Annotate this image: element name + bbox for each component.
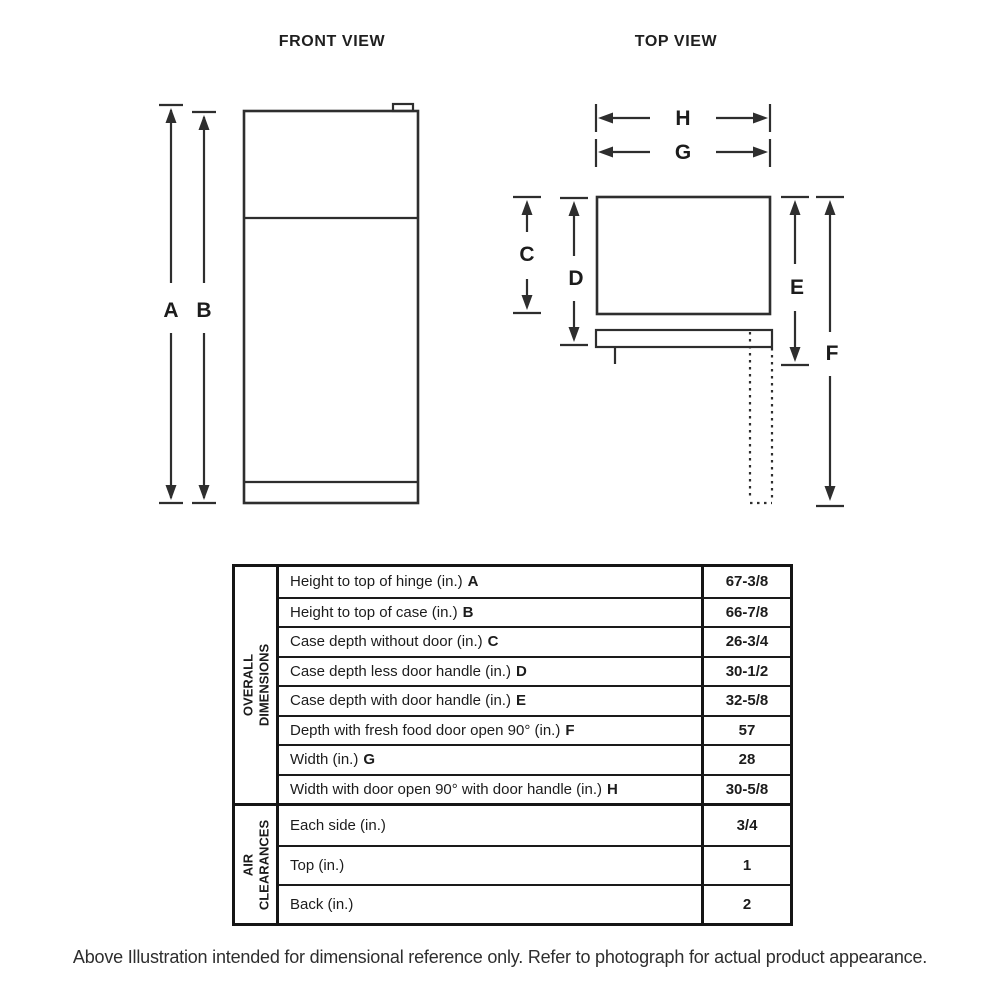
overall-dimensions-section <box>235 567 790 803</box>
dim-label-a: A <box>163 299 179 322</box>
desc-text: Width with door open 90° with door handle (in.) <box>290 780 603 798</box>
desc-text: Top (in.) <box>290 857 345 874</box>
section-label-line: DIMENSIONS <box>255 643 271 727</box>
row-value: 2 <box>701 886 790 923</box>
row-description <box>279 886 701 923</box>
desc-text: Height to top of case (in.) <box>290 603 458 621</box>
desc-text: Case depth without door (in.) <box>290 633 483 651</box>
row-value: 32-5/8 <box>701 687 790 715</box>
row-value: 30-5/8 <box>701 776 790 804</box>
row-value: 57 <box>701 717 790 745</box>
table-row <box>279 806 790 845</box>
dim-key: C <box>487 633 499 651</box>
top-view-title: TOP VIEW <box>634 33 718 50</box>
section-label-line: OVERALL <box>239 653 255 717</box>
fridge-outline <box>244 111 418 503</box>
table-row <box>279 845 790 884</box>
table-row <box>279 597 790 627</box>
door-slab <box>596 330 772 347</box>
row-value: 26-3/4 <box>701 628 790 656</box>
dim-key: B <box>462 603 474 621</box>
table-row <box>279 715 790 745</box>
row-description <box>279 746 701 774</box>
table-row <box>279 626 790 656</box>
section-label-line: AIR <box>239 853 255 876</box>
row-description <box>279 687 701 715</box>
overall-dimensions-rows <box>279 567 790 803</box>
overall-dimensions-label-cell <box>235 567 279 803</box>
air-clearances-rows <box>279 806 790 923</box>
row-description <box>279 717 701 745</box>
overall-dimensions-label <box>240 644 271 726</box>
hinge-tab <box>393 104 413 111</box>
dim-key: A <box>467 573 479 591</box>
table-row <box>279 685 790 715</box>
section-label-line: CLEARANCES <box>255 819 271 910</box>
desc-text: Back (in.) <box>290 896 354 913</box>
dim-label-h: H <box>675 107 691 130</box>
dim-label-c: C <box>519 243 535 266</box>
air-clearances-label-cell <box>235 806 279 923</box>
desc-text: Case depth less door handle (in.) <box>290 662 511 680</box>
dim-key: D <box>515 662 527 680</box>
air-clearances-section <box>235 803 790 923</box>
row-value: 67-3/8 <box>701 567 790 597</box>
table-row <box>279 656 790 686</box>
row-value: 3/4 <box>701 806 790 845</box>
dim-key: E <box>515 692 526 710</box>
door-open-dashed-outline <box>750 332 772 503</box>
table-row <box>279 884 790 923</box>
dim-key: H <box>607 780 618 798</box>
desc-text: Depth with fresh food door open 90° (in.) <box>290 721 561 739</box>
desc-text: Case depth with door handle (in.) <box>290 692 511 710</box>
dim-label-f: F <box>825 342 839 365</box>
dim-label-b: B <box>196 299 212 322</box>
row-description <box>279 776 701 804</box>
row-description <box>279 567 701 597</box>
dim-label-g: G <box>674 141 692 164</box>
row-description <box>279 847 701 884</box>
disclaimer-note: Above Illustration intended for dimensional reference only. Refer to photograph for actual product appearance. <box>72 947 928 967</box>
dim-label-d: D <box>568 267 584 290</box>
case-outline-top <box>597 197 770 314</box>
dimensions-table <box>232 564 793 926</box>
table-row <box>279 774 790 804</box>
top-view-drawing <box>513 104 844 506</box>
table-row <box>279 744 790 774</box>
front-view-title: FRONT VIEW <box>278 33 386 50</box>
dim-key: F <box>565 721 575 739</box>
desc-text: Height to top of hinge (in.) <box>290 573 463 591</box>
row-value: 28 <box>701 746 790 774</box>
row-value: 1 <box>701 847 790 884</box>
desc-text: Each side (in.) <box>290 817 386 834</box>
row-description <box>279 599 701 627</box>
row-description <box>279 806 701 845</box>
air-clearances-label <box>240 819 271 909</box>
desc-text: Width (in.) <box>290 751 359 769</box>
dim-label-e: E <box>789 276 805 299</box>
dim-key: G <box>363 751 376 769</box>
row-value: 66-7/8 <box>701 599 790 627</box>
row-value: 30-1/2 <box>701 658 790 686</box>
row-description <box>279 658 701 686</box>
table-row <box>279 567 790 597</box>
row-description <box>279 628 701 656</box>
